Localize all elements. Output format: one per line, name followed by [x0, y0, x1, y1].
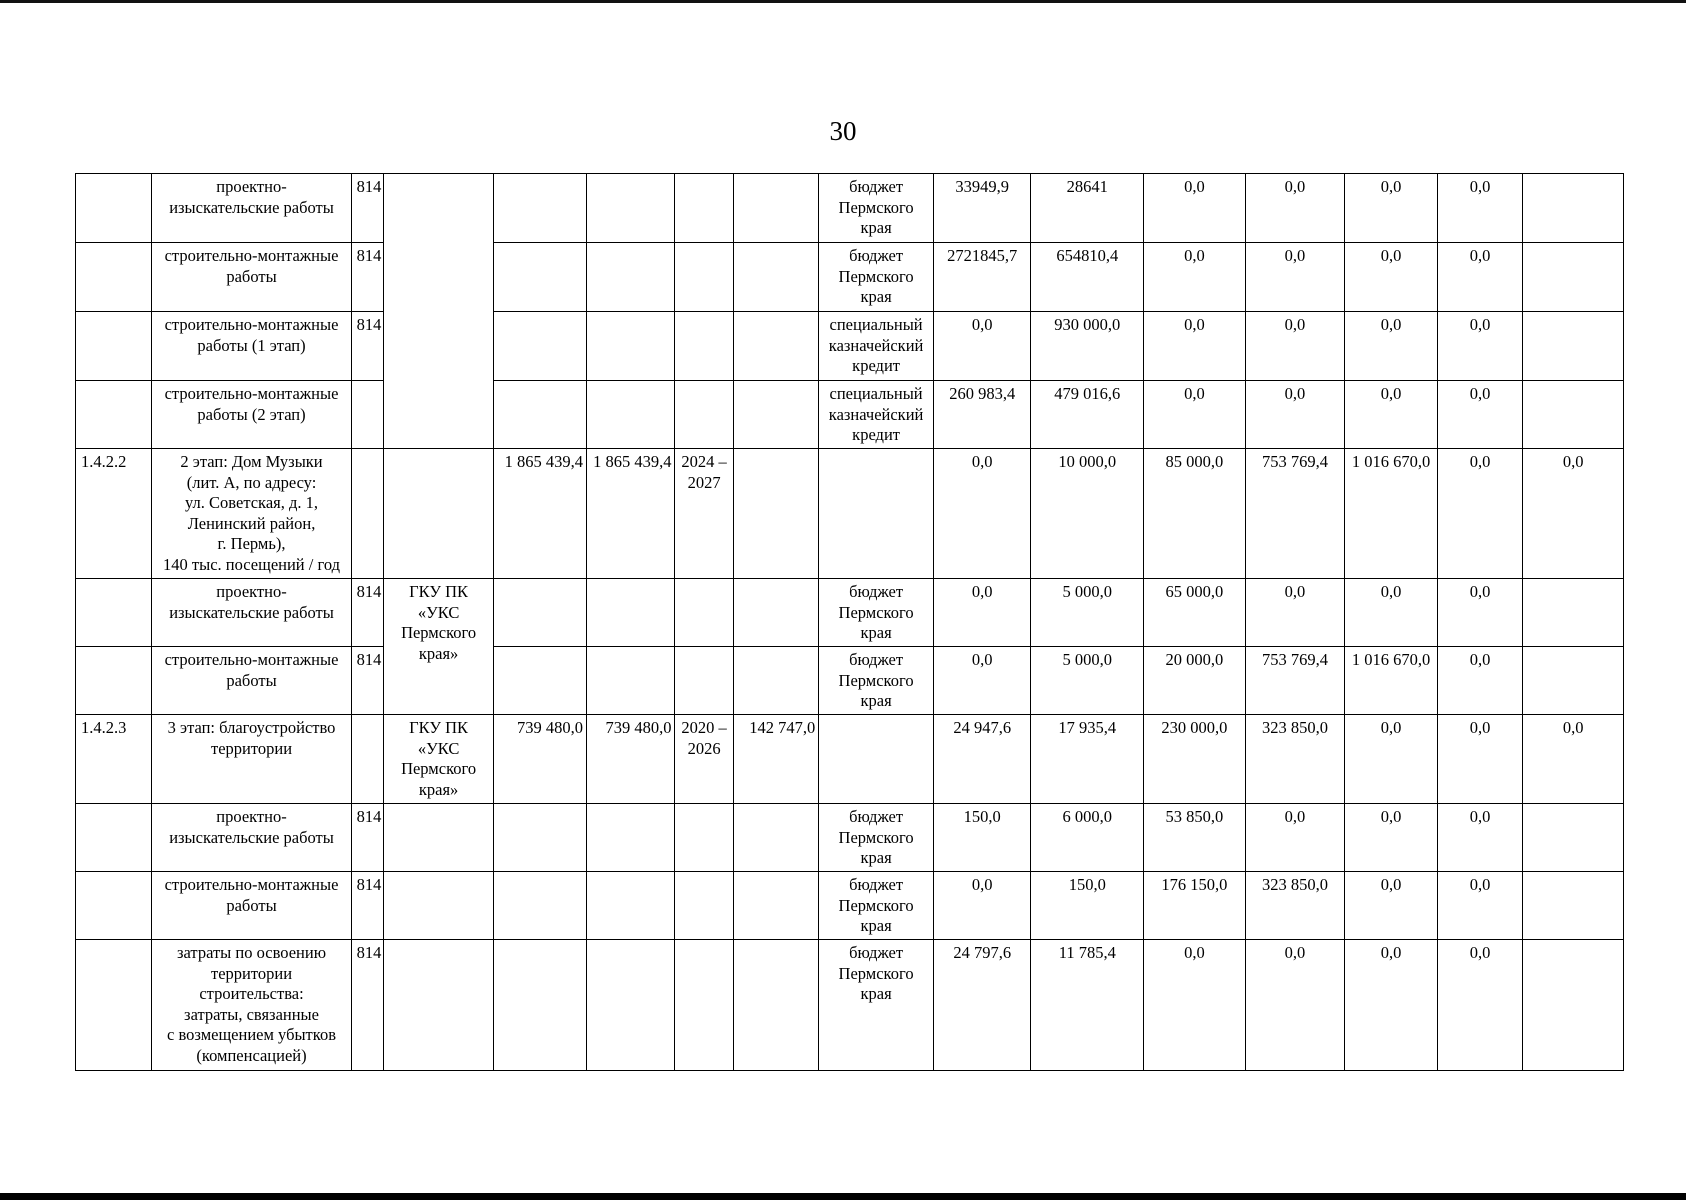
- row-period: [675, 381, 733, 449]
- row-value: 28641: [1031, 174, 1144, 243]
- row-value: [1523, 579, 1624, 647]
- row-code: [76, 579, 152, 647]
- row-period: [675, 647, 733, 715]
- row-cost: [586, 243, 675, 312]
- row-name: строительно-монтажные работы: [152, 872, 351, 940]
- row-value: 0,0: [1437, 381, 1522, 449]
- row-prior: [733, 312, 818, 381]
- row-name: строительно-монтажные работы: [152, 647, 351, 715]
- row-code: [76, 243, 152, 312]
- row-name: 2 этап: Дом Музыки (лит. А, по адресу: ул. Советская, д. 1, Ленинский район, г. Пермь), 140 тыс. посещений / год: [152, 449, 351, 579]
- row-code: [76, 804, 152, 872]
- row-executor: [383, 872, 494, 940]
- row-source: бюджет Пермского края: [819, 243, 934, 312]
- row-prior: [733, 940, 818, 1071]
- row-value: 930 000,0: [1031, 312, 1144, 381]
- row-value: [1523, 174, 1624, 243]
- row-value: 1 016 670,0: [1345, 449, 1438, 579]
- row-value: 5 000,0: [1031, 579, 1144, 647]
- row-value: 260 983,4: [933, 381, 1031, 449]
- row-value: 0,0: [1144, 243, 1246, 312]
- row-value: 0,0: [1345, 174, 1438, 243]
- row-value: [1523, 312, 1624, 381]
- table-row: [76, 940, 1624, 1071]
- row-value: [1523, 804, 1624, 872]
- row-executor: ГКУ ПК «УКС Пермского края»: [383, 715, 494, 804]
- row-value: 0,0: [1437, 449, 1522, 579]
- row-value: 0,0: [1345, 804, 1438, 872]
- row-prior: [733, 804, 818, 872]
- row-executor: [383, 804, 494, 872]
- row-grbs: 814: [351, 312, 383, 381]
- row-cost: [586, 804, 675, 872]
- row-value: 0,0: [1523, 715, 1624, 804]
- row-value: 0,0: [933, 449, 1031, 579]
- row-code: [76, 647, 152, 715]
- row-executor: [383, 449, 494, 579]
- row-cost: [586, 312, 675, 381]
- row-cost: 739 480,0: [586, 715, 675, 804]
- row-value: 17 935,4: [1031, 715, 1144, 804]
- row-value: 0,0: [933, 312, 1031, 381]
- row-code: [76, 174, 152, 243]
- table-row: [76, 174, 1624, 243]
- row-period: [675, 174, 733, 243]
- row-value: 753 769,4: [1245, 449, 1345, 579]
- row-value: 0,0: [1245, 940, 1345, 1071]
- row-value: [1523, 381, 1624, 449]
- row-period: [675, 804, 733, 872]
- row-prior: 142 747,0: [733, 715, 818, 804]
- row-value: [1523, 243, 1624, 312]
- budget-table: [75, 173, 1624, 1071]
- row-name: строительно-монтажные работы (1 этап): [152, 312, 351, 381]
- row-value: 0,0: [1245, 312, 1345, 381]
- row-name: затраты по освоению территории строительства: затраты, связанные с возмещением убытков (компенсацией): [152, 940, 351, 1071]
- row-grbs: 814: [351, 174, 383, 243]
- row-prior: [733, 174, 818, 243]
- row-value: 5 000,0: [1031, 647, 1144, 715]
- row-value: 0,0: [1245, 243, 1345, 312]
- table-row: [76, 381, 1624, 449]
- row-period: [675, 579, 733, 647]
- row-limit: [494, 940, 587, 1071]
- row-cost: [586, 174, 675, 243]
- row-value: 2721845,7: [933, 243, 1031, 312]
- row-source: бюджет Пермского края: [819, 940, 934, 1071]
- row-value: 0,0: [933, 647, 1031, 715]
- row-cost: [586, 940, 675, 1071]
- row-prior: [733, 872, 818, 940]
- row-value: 150,0: [933, 804, 1031, 872]
- row-grbs: 814: [351, 804, 383, 872]
- table-row: [76, 647, 1624, 715]
- row-grbs: 814: [351, 243, 383, 312]
- row-period: [675, 312, 733, 381]
- row-value: 20 000,0: [1144, 647, 1246, 715]
- row-name: строительно-монтажные работы (2 этап): [152, 381, 351, 449]
- row-value: 0,0: [1437, 243, 1522, 312]
- row-limit: [494, 243, 587, 312]
- table-row: [76, 243, 1624, 312]
- row-executor-empty: [383, 174, 494, 449]
- row-source: бюджет Пермского края: [819, 174, 934, 243]
- row-source: специальный казначейский кредит: [819, 312, 934, 381]
- row-value: 323 850,0: [1245, 872, 1345, 940]
- row-value: 0,0: [1437, 174, 1522, 243]
- row-prior: [733, 647, 818, 715]
- row-value: 0,0: [1144, 381, 1246, 449]
- scan-edge-top: [0, 0, 1686, 3]
- row-grbs: 814: [351, 647, 383, 715]
- row-value: 0,0: [1437, 872, 1522, 940]
- row-value: 0,0: [1437, 804, 1522, 872]
- row-value: 0,0: [1245, 381, 1345, 449]
- row-value: 0,0: [1144, 174, 1246, 243]
- row-code: [76, 940, 152, 1071]
- row-grbs: [351, 715, 383, 804]
- row-grbs: 814: [351, 579, 383, 647]
- row-value: 0,0: [933, 579, 1031, 647]
- row-limit: [494, 872, 587, 940]
- row-period: 2024 – 2027: [675, 449, 733, 579]
- row-period: [675, 872, 733, 940]
- row-prior: [733, 449, 818, 579]
- row-value: 0,0: [1437, 715, 1522, 804]
- row-limit: [494, 804, 587, 872]
- table-row: [76, 579, 1624, 647]
- row-value: 0,0: [1245, 579, 1345, 647]
- table-row: [76, 804, 1624, 872]
- row-grbs: [351, 381, 383, 449]
- row-value: [1523, 872, 1624, 940]
- row-value: 230 000,0: [1144, 715, 1246, 804]
- row-code: [76, 381, 152, 449]
- row-value: 11 785,4: [1031, 940, 1144, 1071]
- row-source: бюджет Пермского края: [819, 872, 934, 940]
- row-value: 0,0: [1345, 579, 1438, 647]
- row-value: 0,0: [1437, 579, 1522, 647]
- row-value: 10 000,0: [1031, 449, 1144, 579]
- row-source: бюджет Пермского края: [819, 579, 934, 647]
- row-grbs: 814: [351, 940, 383, 1071]
- row-code: 1.4.2.2: [76, 449, 152, 579]
- row-source: [819, 715, 934, 804]
- table-row: [76, 715, 1624, 804]
- row-limit: 1 865 439,4: [494, 449, 587, 579]
- row-value: 654810,4: [1031, 243, 1144, 312]
- row-source: специальный казначейский кредит: [819, 381, 934, 449]
- row-limit: [494, 579, 587, 647]
- row-value: 0,0: [1437, 312, 1522, 381]
- table-row: [76, 449, 1624, 579]
- row-period: [675, 940, 733, 1071]
- row-value: 176 150,0: [1144, 872, 1246, 940]
- row-code: 1.4.2.3: [76, 715, 152, 804]
- row-executor: ГКУ ПК «УКС Пермского края»: [383, 579, 494, 715]
- row-value: 0,0: [933, 872, 1031, 940]
- row-prior: [733, 243, 818, 312]
- row-period: 2020 – 2026: [675, 715, 733, 804]
- row-value: 0,0: [1345, 381, 1438, 449]
- row-name: строительно-монтажные работы: [152, 243, 351, 312]
- row-code: [76, 312, 152, 381]
- row-grbs: 814: [351, 872, 383, 940]
- row-limit: [494, 381, 587, 449]
- row-grbs: [351, 449, 383, 579]
- row-period: [675, 243, 733, 312]
- row-value: 0,0: [1345, 715, 1438, 804]
- row-value: [1523, 940, 1624, 1071]
- row-value: 53 850,0: [1144, 804, 1246, 872]
- row-value: 65 000,0: [1144, 579, 1246, 647]
- row-value: 0,0: [1345, 872, 1438, 940]
- row-value: 0,0: [1345, 940, 1438, 1071]
- row-value: 323 850,0: [1245, 715, 1345, 804]
- row-value: 753 769,4: [1245, 647, 1345, 715]
- row-cost: 1 865 439,4: [586, 449, 675, 579]
- row-cost: [586, 579, 675, 647]
- row-value: 0,0: [1245, 174, 1345, 243]
- row-value: 150,0: [1031, 872, 1144, 940]
- row-name: проектно- изыскательские работы: [152, 174, 351, 243]
- row-limit: [494, 174, 587, 243]
- row-cost: [586, 381, 675, 449]
- row-value: 479 016,6: [1031, 381, 1144, 449]
- row-source: бюджет Пермского края: [819, 647, 934, 715]
- row-limit: [494, 312, 587, 381]
- row-name: проектно- изыскательские работы: [152, 804, 351, 872]
- table-row: [76, 312, 1624, 381]
- row-name: проектно- изыскательские работы: [152, 579, 351, 647]
- row-value: 33949,9: [933, 174, 1031, 243]
- row-value: 0,0: [1245, 804, 1345, 872]
- row-prior: [733, 579, 818, 647]
- row-value: 0,0: [1437, 647, 1522, 715]
- row-value: 0,0: [1345, 243, 1438, 312]
- row-value: 0,0: [1345, 312, 1438, 381]
- row-limit: [494, 647, 587, 715]
- row-limit: 739 480,0: [494, 715, 587, 804]
- row-value: 6 000,0: [1031, 804, 1144, 872]
- row-value: 0,0: [1437, 940, 1522, 1071]
- row-value: 24 797,6: [933, 940, 1031, 1071]
- row-source: бюджет Пермского края: [819, 804, 934, 872]
- row-value: 24 947,6: [933, 715, 1031, 804]
- table-row: [76, 872, 1624, 940]
- scan-edge-bottom: [0, 1193, 1686, 1200]
- page-number: 30: [829, 116, 857, 146]
- row-value: 0,0: [1144, 940, 1246, 1071]
- row-prior: [733, 381, 818, 449]
- row-executor: [383, 940, 494, 1071]
- row-cost: [586, 872, 675, 940]
- row-value: 0,0: [1144, 312, 1246, 381]
- row-name: 3 этап: благоустройство территории: [152, 715, 351, 804]
- row-source: [819, 449, 934, 579]
- row-code: [76, 872, 152, 940]
- row-cost: [586, 647, 675, 715]
- row-value: 85 000,0: [1144, 449, 1246, 579]
- row-value: 1 016 670,0: [1345, 647, 1438, 715]
- row-value: 0,0: [1523, 449, 1624, 579]
- row-value: [1523, 647, 1624, 715]
